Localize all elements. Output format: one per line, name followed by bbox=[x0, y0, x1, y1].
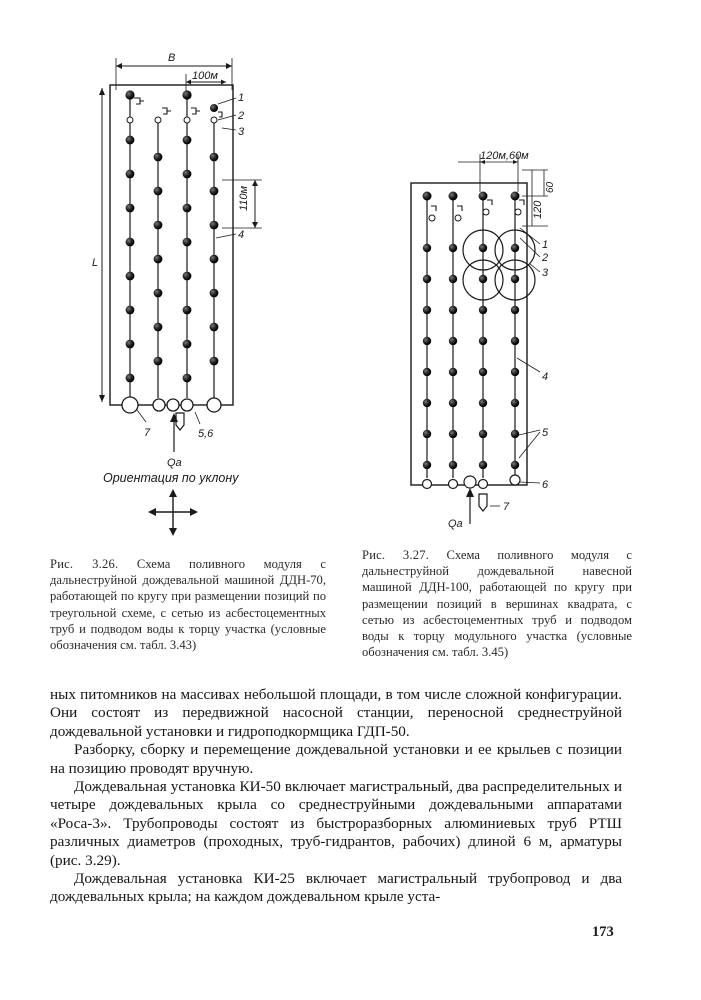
hydrant-ball bbox=[423, 306, 431, 314]
plot-outline-327 bbox=[411, 183, 527, 485]
page-number: 173 bbox=[592, 924, 614, 940]
paragraph: ных питомников на массивах небольшой площади, в том числе сложной конфигурации. Они состоят из передвижной насосной станции, переносной среднеструйной дождевальной установки и гидроподкормщика ГДП-50. bbox=[50, 686, 622, 740]
trunk-node bbox=[449, 480, 458, 489]
hydrant-ball bbox=[511, 275, 519, 283]
hydrant-ball bbox=[479, 337, 487, 345]
dim-label-L: L bbox=[92, 257, 99, 269]
hydrant-ball bbox=[511, 430, 519, 438]
hydrant-ball bbox=[511, 244, 519, 252]
label-4-326: 4 bbox=[238, 229, 245, 241]
hydrant-ball bbox=[449, 306, 457, 314]
hydrant-ball bbox=[423, 337, 431, 345]
hydrant-ball bbox=[511, 399, 519, 407]
caption-fig-3-27 bbox=[362, 547, 632, 660]
label-Qa-327: Qа bbox=[448, 518, 463, 530]
label-6-327: 6 bbox=[542, 479, 549, 491]
hydrant-ball bbox=[511, 461, 519, 469]
dim-label-110m: 110м bbox=[238, 185, 250, 211]
hydrant-ball bbox=[511, 337, 519, 345]
label-3-327: 3 bbox=[542, 267, 549, 279]
label-Qa-326: Qа bbox=[167, 457, 182, 469]
dim-label-120-60: 120м,60м bbox=[480, 150, 529, 162]
hydrant-ball bbox=[479, 244, 487, 252]
label-1-326: 1 bbox=[238, 92, 245, 104]
hydrant-ball bbox=[479, 461, 487, 469]
hydrant-ball bbox=[449, 275, 457, 283]
hydrant-ball bbox=[423, 244, 431, 252]
hydrant-ball bbox=[449, 461, 457, 469]
caption-fig-3-26 bbox=[50, 556, 326, 653]
label-5-327: 5 bbox=[542, 427, 549, 439]
trunk-node bbox=[479, 480, 488, 489]
hydrant-ball bbox=[423, 275, 431, 283]
label-56-326: 5,6 bbox=[198, 428, 214, 440]
paragraph: Дождевальная установка КИ-50 включает магистральный, два распределительных и четыре дождевальных крыла со среднеструйными дождевальными аппаратами «Роса-3». Трубопроводы состоят из быстроразборных алюминиевых труб РТШ различных диаметров (проходных, труб-гидрантов, рабочих) длиной 6 м, арматуры (рис. 3.29). bbox=[50, 778, 622, 869]
hydrant-ball bbox=[449, 399, 457, 407]
caption-number: Рис. 3.26. bbox=[50, 557, 119, 571]
label-4-327: 4 bbox=[542, 371, 549, 383]
label-2-326: 2 bbox=[238, 110, 245, 122]
trunk-node bbox=[423, 480, 432, 489]
hydrant-balls-327 bbox=[423, 244, 519, 469]
hydrant-ball bbox=[511, 306, 519, 314]
hydrant-ball bbox=[479, 399, 487, 407]
hydrant-ball bbox=[511, 368, 519, 376]
hydrant-ball bbox=[449, 368, 457, 376]
hydrant-ball bbox=[423, 399, 431, 407]
hydrant-ball bbox=[423, 461, 431, 469]
caption-text: Схема поливного модуля с дальнеструйной дождевальной машиной ДДН-70, работающей по кругу при размещении позиций по треугольной схеме, с сетью из асбестоцементных труб и подводом воды к торцу участка (условные обозначения см. табл. 3.43) bbox=[50, 557, 326, 653]
hydrant-ball bbox=[423, 368, 431, 376]
hydrant-ball bbox=[449, 337, 457, 345]
hydrant-ball bbox=[423, 430, 431, 438]
dim-label-B: B bbox=[168, 52, 176, 64]
hydrant-ball bbox=[479, 275, 487, 283]
paragraph: Разборку, сборку и перемещение дождевальной установки и ее крыльев с позиции на позицию проводят вручную. bbox=[50, 741, 622, 777]
label-3-326: 3 bbox=[238, 126, 245, 138]
label-7-327: 7 bbox=[503, 501, 510, 513]
trunk-node bbox=[510, 475, 520, 485]
pump-symbol bbox=[479, 494, 487, 511]
label-2-327: 2 bbox=[542, 252, 549, 264]
hydrant-ball bbox=[479, 368, 487, 376]
dim-label-60: 60 bbox=[545, 181, 556, 193]
trunk-node bbox=[464, 476, 476, 488]
hydrant-ball bbox=[479, 430, 487, 438]
caption-text: Схема поливного модуля с дальнеструйной дождевальной навесной машиной ДДН-100, работающей по кругу при размещении позиций в вершинах квадрата, с сетью из асбестоцементных труб и подводом воды к торцу модульного участка (условные обозначения см. табл. 3.45) bbox=[362, 548, 632, 660]
dim-label-100m: 100м bbox=[192, 70, 218, 82]
hydrant-ball bbox=[479, 306, 487, 314]
body-text bbox=[50, 686, 622, 907]
caption-number: Рис. 3.27. bbox=[362, 548, 430, 562]
paragraph: Дождевальная установка КИ-25 включает магистральный трубопровод и два дождевальных крыла; на каждом дождевальном крыле уста- bbox=[50, 870, 622, 906]
orientation-label: Ориентация по уклону bbox=[103, 471, 239, 485]
hydrant-ball bbox=[449, 244, 457, 252]
label-1-327: 1 bbox=[542, 239, 549, 251]
dim-label-120: 120 bbox=[532, 200, 544, 219]
hydrant-ball bbox=[449, 430, 457, 438]
label-7-326: 7 bbox=[144, 427, 151, 439]
